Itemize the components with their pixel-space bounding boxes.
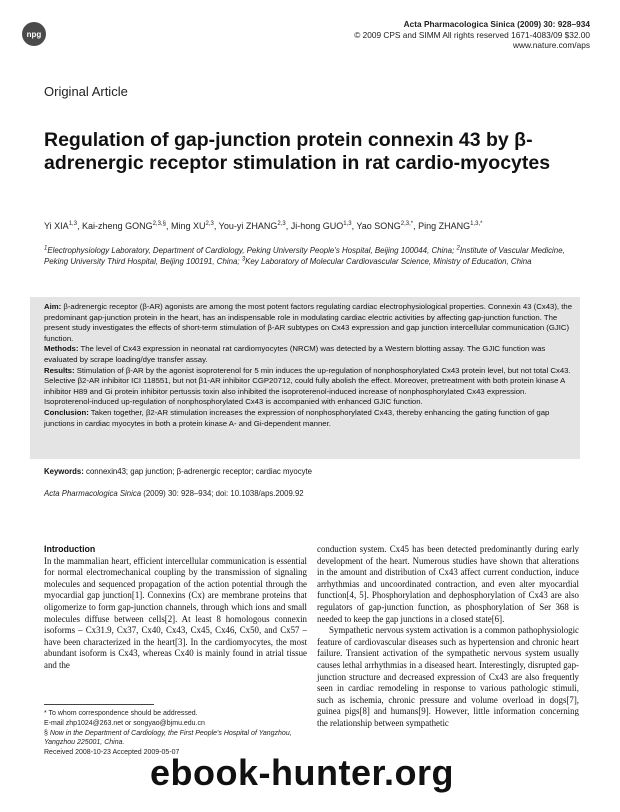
watermark: ebook-hunter.org [150,752,454,793]
affiliation-text: Institute of Vascular Medicine, Peking University Third Hospital, Beijing 100191, China; [44,246,565,266]
affiliation-marker: 2 [456,245,460,252]
keywords [44,467,312,476]
author-name: Yi XIA [44,221,69,231]
journal-header [354,19,590,51]
intro-paragraph-2: Sympathetic nervous system activation is a common pathophysiologic feature of cardiovascular diseases such as hypertension and chronic heart failure. Transient activation of the sympathetic nervous system usually causes lethal arrhythmias in a diseased heart. Interestingly, disrupted gap-junction structure and decreased expression of Cx43 are also frequently seen in cardiac remodeling in response to various pathologic stimuli, such as ischemia, chronic pressure and volume overload in dogs[7], guinea pigs[8] and humans[9]. However, little information concerning the relationship between sympathetic [317,625,579,728]
current-address-text: Now in the Department of Cardiology, the First People's Hospital of Yangzhou, Yangzhou 225001, China. [44,729,292,747]
author-affiliation-marker: 2,3 [277,221,286,227]
citation [44,489,304,498]
keywords-label: Keywords: [44,467,84,476]
body-column-left [44,544,307,672]
body-column-right [317,544,579,730]
citation-journal: Acta Pharmacologica Sinica [44,489,142,498]
citation-details: (2009) 30: 928–934; doi: 10.1038/aps.2009.92 [141,489,304,498]
section-symbol: § [44,729,48,737]
author-affiliation-marker: 1,3 [343,221,352,227]
results-label: Results: [44,365,75,375]
publisher-logo [22,22,46,46]
abstract-conclusion: Taken together, β2-AR stimulation increases the expression of nonphosphorylated Cx43, thereby enhancing the gating function of gap junctions in cardiac myocytes in both a protein kinase A- and Gi-dependent manner. [44,407,550,428]
aim-label: Aim: [44,302,62,311]
author-affiliation-marker: 2,3,§ [152,221,166,227]
author-name: Ping ZHANG [418,221,471,231]
abstract-aim: β-adrenergic receptor (β-AR) agonists are among the most potent factors regulating cardiac electrophysiological properties. Connexin 43 (Cx43), the predominant gap-junction protein in the heart, has an indispensable role in modulating cardiac electric activities by affecting gap-junction function. The present study investigates the effects of short-term stimulation of β-AR subtypes on Cx43 expression and gap junction intercellular communication (GJIC) function. [44,302,573,343]
intro-paragraph-1: In the mammalian heart, efficient intercellular communication is essential for normal electromechanical coupling by the transmission of signaling molecules and sequenced propagation of the action potential through the myocardial gap junction[1]. Connexins (Cx) are membrane proteins that oligomerize to form gap-junction channels, through which ions and small molecules diffuse between cells[2]. At least 8 homologous connexin isoforms – Cx31.9, Cx37, Cx40, Cx43, Cx45, Cx46, Cx50, and Cx57 – have been characterized in the heart[3]. In the cardiomyocytes, the most abundant isoform is Cx43, whereas Cx40 is mainly found in atrial tissue and the [44,555,307,670]
received-accepted-dates: Received 2008-10-23 Accepted 2009-05-07 [44,749,180,757]
affiliation-text: Electrophysiology Laboratory, Department of Cardiology, Peking University People's Hospital, Beijing 100044, China; [47,246,457,255]
author-affiliation-marker: 1,3 [68,221,78,227]
current-address-note [44,729,307,749]
journal-line: Acta Pharmacologica Sinica (2009) 30: 928–934 [403,19,590,29]
author-name: Yao SONG [356,221,401,231]
author-name: You-yi ZHANG [218,221,278,231]
affiliation-text: Key Laboratory of Molecular Cardiovascular Science, Ministry of Education, China [245,256,532,266]
footnote-divider [44,704,154,705]
abstract-results: Stimulation of β-AR by the agonist isoproterenol for 5 min induces the up-regulation of nonphosphorylated Cx43 protein level, but not total Cx43. Selective β2-AR inhibitor ICI 118551, but not β1-AR inhibitor CGP20712, could fully abolish the effect. Moreover, pretreatment with both protein kinase A inhibitor H89 and Gi protein inhibitor pertussis toxin also inhibited the isoproterenol-induced increase of nonphosphorylated Cx43 expression. Isoproterenol-induced up-regulation of nonphosphorylated Cx43 is accompanied with enhanced GJIC function. [44,365,571,407]
correspondence-note: * To whom correspondence should be addressed. [44,710,198,717]
abstract-methods: The level of Cx43 expression in neonatal rat cardiomyocytes (NRCM) was detected by a Western blotting assay. The GJIC function was evaluated by scrape loading/dye transfer assay. [44,344,546,364]
journal-url[interactable]: www.nature.com/aps [512,40,590,50]
logo-text: npg [26,29,42,39]
intro-heading: Introduction [44,544,96,554]
conclusion-label: Conclusion: [44,407,89,417]
intro-paragraph-continued: conduction system. Cx45 has been detected predominantly during early development of the heart. Numerous studies have shown that alterations in the amount and distribution of Cx43 affect current conduction, induce arrhythmias and uncoordinated contraction, and even alter myocardial function[4, 5]. Phosphorylation and dephosphorylation of Cx43 are also regulators of gap-junction function, as phosphorylation of Ser 368 is needed to keep the gap junctions in a closed state[6]. [317,544,579,624]
affiliations [44,246,576,267]
author-affiliation-marker: 2,3,* [400,221,414,227]
author-affiliation-marker: 2,3 [205,221,214,227]
section-label: Original Article [44,84,128,99]
paper-title: Regulation of gap-junction protein connexin 43 by β-adrenergic receptor stimulation in rat cardio-myocytes [44,129,551,174]
author-name: Kai-zheng GONG [82,221,153,231]
footnotes [44,709,307,758]
abstract-text [44,302,574,429]
affiliation-marker: 1 [44,245,48,252]
methods-label: Methods: [44,344,79,354]
author-name: Ming XU [170,221,206,231]
email-note[interactable]: E-mail zhp1024@263.net or songyao@bjmu.edu.cn [44,719,205,727]
keywords-text: connexin43; gap junction; β-adrenergic receptor; cardiac myocyte [86,467,312,476]
author-name: Ji-hong GUO [290,221,344,231]
author-affiliation-marker: 1,3,* [470,221,483,227]
copyright-line: © 2009 CPS and SIMM All rights reserved 1671-4083/09 $32.00 [354,29,590,40]
affiliation-marker: 3 [241,255,246,262]
author-list: Yi XIA$^{1,3}$, Kai-zheng $GONG^{2,3,\S}$, Ming XU$^{2,3}$, You-yi ZHANG$^{2,3}$, Ji-hong GUO$^{1,3}$, Yao $SONG^{2,3,*}$, Ping $ZHANG^{1,3,*}$ [44,221,483,231]
